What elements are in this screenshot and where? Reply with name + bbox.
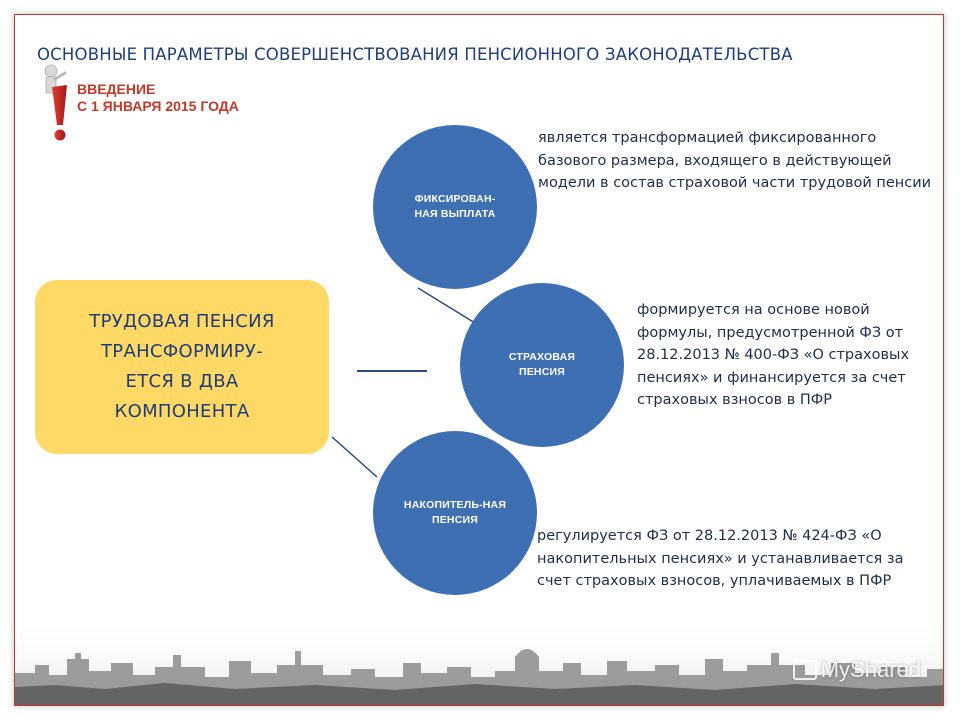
insurance-pension-label-line-2: ПЕНСИЯ: [518, 366, 565, 378]
fixed-payment-circle: [373, 125, 537, 289]
slide-title: ОСНОВНЫЕ ПАРАМЕТРЫ СОВЕРШЕНСТВОВАНИЯ ПЕНСИОННОГО ЗАКОНОДАТЕЛЬСТВА: [37, 45, 793, 64]
funded-pension-circle: [373, 431, 537, 595]
main-box-line-3: ЕТСЯ В ДВА: [125, 371, 239, 392]
connector-circle-1-to-2: [418, 288, 475, 323]
intro-line-2: С 1 ЯНВАРЯ 2015 ГОДА: [77, 98, 239, 114]
fixed-payment-description: является трансформацией фиксированного базового размера, входящего в действующей модели в состав страховой части трудовой пенсии: [538, 130, 932, 191]
main-box-line-1: ТРУДОВАЯ ПЕНСИЯ: [89, 311, 275, 332]
watermark: [793, 657, 921, 683]
insurance-pension-description: формируется на основе новой формулы, предусмотренной ФЗ от 28.12.2013 № 400-ФЗ «О страховых пенсиях» и финансируется за счет страховых взносов в ПФР: [637, 302, 910, 408]
presentation-icon: [793, 660, 817, 680]
main-box-line-2: ТРАНСФОРМИРУ-: [101, 341, 263, 362]
connector-box-to-circle-3: [332, 437, 377, 477]
funded-pension-description: регулируется ФЗ от 28.12.2013 № 424-ФЗ «О накопительных пенсиях» и устанавливается за счет страховых взносов, уплачиваемых в ПФР: [537, 528, 904, 589]
intro-line-1: ВВЕДЕНИЕ: [77, 81, 156, 97]
fixed-payment-label-line-2: НАЯ ВЫПЛАТА: [414, 208, 496, 220]
main-box-line-4: КОМПОНЕНТА: [114, 401, 250, 422]
insurance-pension-circle: [460, 283, 624, 447]
funded-pension-label-line-1: НАКОПИТЕЛЬ-НАЯ: [403, 499, 507, 511]
insurance-pension-label-line-1: СТРАХОВАЯ: [508, 351, 576, 363]
fixed-payment-label-line-1: ФИКСИРОВАН-: [414, 193, 496, 205]
watermark-text: MyShared: [820, 657, 921, 682]
main-pension-box: [35, 280, 329, 454]
slide-frame: [14, 14, 944, 706]
funded-pension-label-line-2: ПЕНСИЯ: [431, 514, 478, 526]
